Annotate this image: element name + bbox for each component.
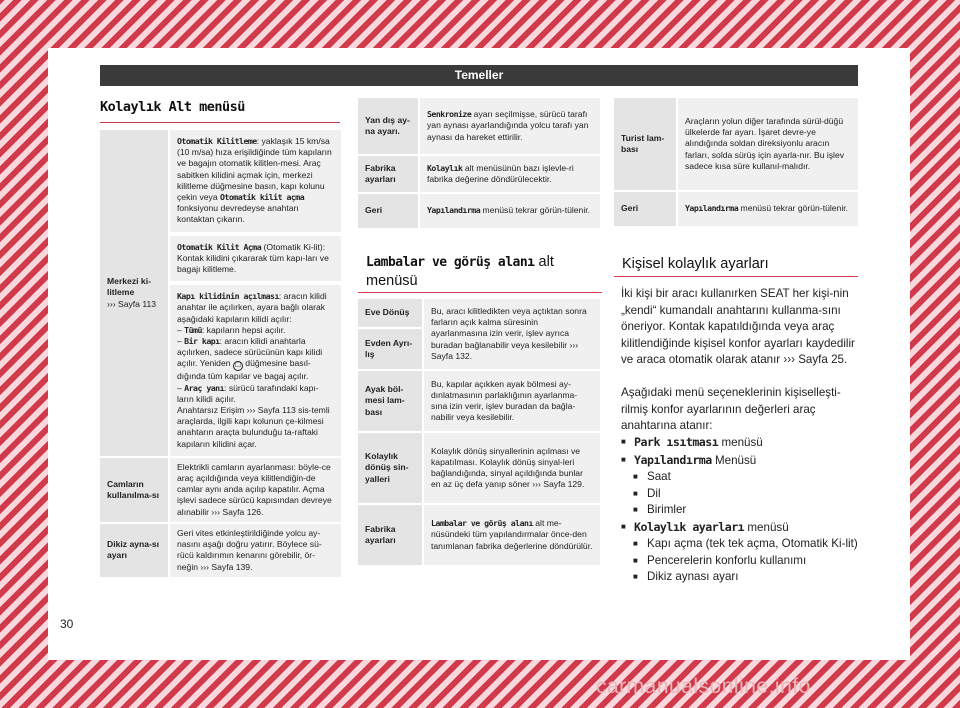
watermark: carmanualsonline.info [596,675,811,698]
table-value: Elektrikli camların ayarlanması: böyle-ce araç açıldığında veya kilitlendiğin-de camlar aynı anda açılıp kapatılır. Açma işlevi sadece sürücü kapısından devreye alınabilir ››› Sayfa 126. [169,457,342,523]
table-value: Bu, aracı kilitledikten veya açtıktan sonra farların açık kalma süresinin ayarlanmasına izin verir, işlev ayrıca buradan bağlanabilir veya kesilebilir ››› Sayfa 132. [423,298,601,370]
subitem-kapi-kilidi: Kapı kilidinin açılması: aracın kilidi anahtar ile açılırken, ayara bağlı olarak aşağıdaki kapıların kilidi açılır: – Tümü: kapıların hepsi açılır. – Bir kapı: aracın kilidi anahtarla açılırken, sadece sürücünün kapı kilidi açılır. Yeniden ☐ düğmesine basıl-dığında tüm kapılar ve bagaj açılır. – Araç yanı: sürücü tarafındaki kapı-ların kilidi açılır. Anahtarsız Erişim ››› Sayfa 113 sis-temli araçlarda, ilgili kapı kolunun çe-kilmesi anahtarın araçta bulunduğu ta-raftaki kapıların kilidini açar. [177,291,330,449]
list-item: ■ Yapılandırma Menüsü [621,452,859,470]
table-row [357,97,601,155]
table-value: Kolaylık alt menüsünün bazı işlevle-ri fabrika değerine döndürülecektir. [419,155,601,193]
table-key: Dikiz ayna-sı ayarı [99,523,169,578]
table-row [357,432,601,504]
list-item: ■ Birimler [621,502,859,519]
table-key: Evden Ayrı-lış [357,328,423,370]
table-row [99,129,342,457]
col3-heading: Kişisel kolaylık ayarları [622,256,769,272]
table-key: Fabrika ayarları [357,504,423,566]
page-ref: ››› Sayfa 113 [107,298,157,309]
table-row [99,457,342,523]
table-key: Eve Dönüş [357,298,423,328]
table-row [357,155,601,193]
subitem-otomatik-kilitleme: Otomatik Kilitleme: yaklaşık 15 km/sa (10 m/sa) hıza erişildiğinde tüm kapıların ve bagajın otomatik kilitlen-mesi. Araç sabitken kilidini açmak için, merkezi kilitleme düğmesine basın, kapı kolunu çekin veya Otomatik kilit açma fonksiyonu devredeyse anahtarı kontaktan çıkarın. [177,136,332,225]
col1-heading: Kolaylık Alt menüsü [100,99,245,115]
col2-heading: Lambalar ve görüş alanı alt menüsü [366,254,554,289]
table-key: Geri [357,193,419,229]
intro-paragraph: İki kişi bir aracı kullanırken SEAT her kişi-nin „kendi“ kumandalı anahtarını kullanma-sını öneriyor. Kontak kapatıldığında veya araç kilitlendiğinde kişisel konfor ayarları kaydedilir ve araca otomatik olarak atanır ››› Sayfa 25. [621,287,855,366]
col1-heading-rule [100,122,340,123]
unlock-icon: ☐ [234,362,242,370]
list-item: ■ Dikiz aynası ayarı [621,569,859,586]
kolaylik-table [98,128,343,579]
table-value: Geri vites etkinleştirildiğinde yolcu ay-nasını aşağı doğru yatırır. Böylece sü-rücü kaldırımın kenarını görebilir, ör-neğin ››› Sayfa 139. [169,523,342,578]
table-key: Ayak böl-mesi lam-bası [357,370,423,432]
table-key: Fabrika ayarları [357,155,419,193]
table-value: Kolaylık dönüş sinyallerinin açılması ve kapatılması. Kolaylık dönüş sinyal-leri bağlandığında, sinyal açıldığında bunlar en az üç defa yanıp söner ››› Sayfa 129. [423,432,601,504]
table-value: Araçların yolun diğer tarafında sürül-düğü ülkelerde far ayarı. İşaret devre-ye alındığında soldan direksiyonlu aracın farları, solda sürüş için ayarla-nır. Bu işlev sadece kısa süre kullanıl-malıdır. [677,97,859,191]
table-row [357,298,601,328]
turist-table [612,96,860,228]
table-row [357,370,601,432]
list-item: ■ Saat [621,469,859,486]
col2-heading-rule [358,292,602,293]
assign-paragraph: Aşağıdaki menü seçeneklerinin kişiselleşti-rilmiş konfor ayarlarının değerleri araç anahtarına atanır: [621,386,841,432]
table-value [169,129,342,457]
table-key: Geri [613,191,677,227]
table-value: Lambalar ve görüş alanı alt me-nüsündeki tüm yapılandırmalar önce-den tanımlanan fabrika değerlerine döndürülür. [423,504,601,566]
table-row [357,504,601,566]
list-item: ■ Pencerelerin konforlu kullanımı [621,553,859,570]
table-value: Yapılandırma menüsü tekrar görün-tülenir. [677,191,859,227]
list-item: ■ Dil [621,486,859,503]
section-header: Temeller [100,65,858,86]
page-number: 30 [60,617,74,631]
table-row [357,193,601,229]
list-item: ■ Park ısıtması menüsü [621,434,859,452]
table-value: Bu, kapılar açıkken ayak bölmesi ay-dınlatmasının parlaklığının ayarlanma-sına izin verir, işlev buradan da bağla-nabilir veya kesilebilir. [423,370,601,432]
list-item: ■ Kolaylık ayarları menüsü [621,519,859,537]
list-item: ■ Kapı açma (tek tek açma, Otomatik Ki-lit) [621,536,859,553]
table-key [99,129,169,457]
row-key-label: Merkezi ki-litleme [107,276,151,298]
table-key: Turist lam-bası [613,97,677,191]
table-value: Senkronize ayarı seçilmişse, sürücü tarafı yan aynası ayarlandığında yolcu tarafı yan aynası da hareket ettirilir. [419,97,601,155]
table-key: Yan dış ay-na ayarı. [357,97,419,155]
col3-heading-rule [614,276,858,277]
table-key: Kolaylık dönüş sin-yalleri [357,432,423,504]
table-value: Yapılandırma menüsü tekrar görün-tülenir. [419,193,601,229]
lambalar-table [356,297,602,567]
table-row [99,523,342,578]
settings-list [621,434,859,586]
table-row [613,97,859,191]
table-row [613,191,859,227]
subitem-otomatik-kilit-acma: Otomatik Kilit Açma (Otomatik Ki-lit): Kontak kilidini çıkararak tüm kapı-ları ve bagajı kilitleme. [177,241,329,275]
table-key: Camların kullanılma-sı [99,457,169,523]
mirror-table [356,96,602,230]
